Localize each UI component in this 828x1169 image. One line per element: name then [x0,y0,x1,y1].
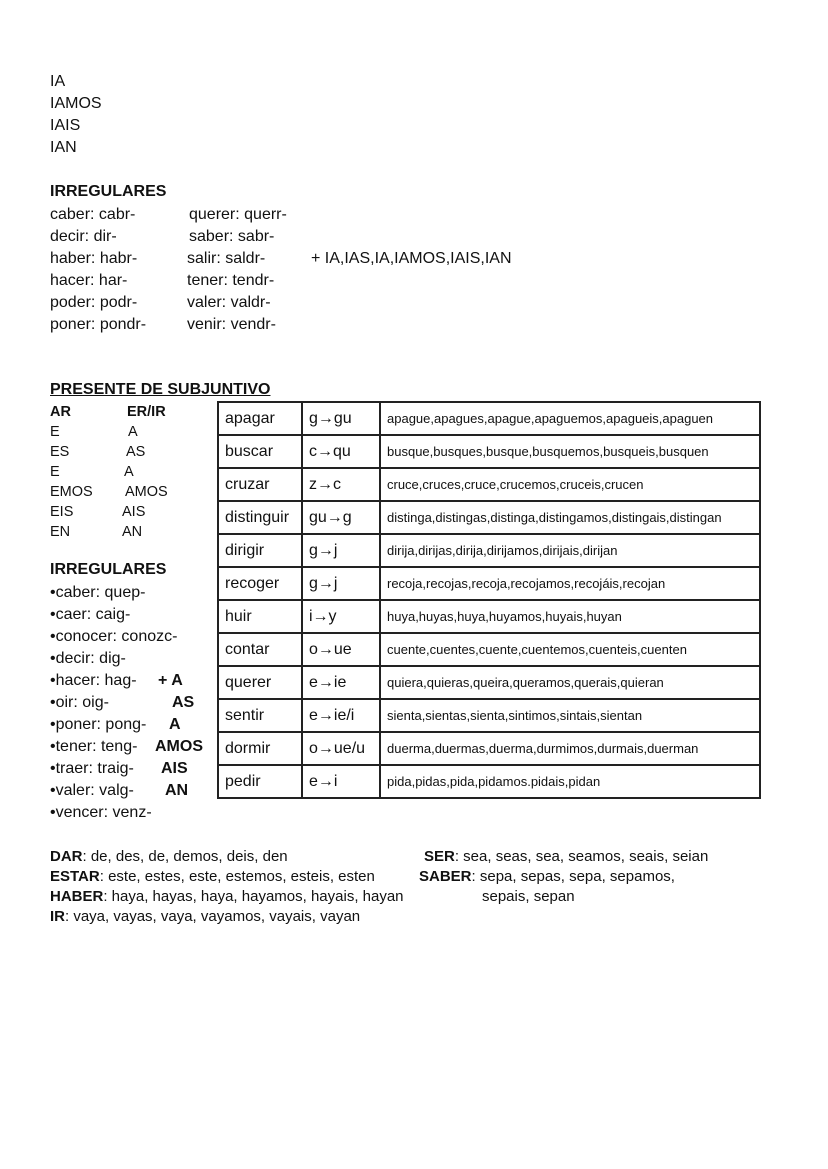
verb-cell: recoger [218,567,302,600]
irregulares-heading: IRREGULARES [50,183,167,200]
forms-cell: pida,pidas,pida,pidamos.pidais,pidan [380,765,760,798]
dar-line [50,849,288,864]
verb-cell: cruzar [218,468,302,501]
forms-cell: sienta,sientas,sienta,sintimos,sintais,sientan [380,699,760,732]
erir-ending: A [128,424,138,440]
verb-cell: sentir [218,699,302,732]
ar-ending: EN [50,524,71,540]
dar-forms: : de, des, de, demos, deis, den [82,848,288,865]
ar-ending: E [50,424,60,440]
ending-ian: IAN [50,139,77,156]
plus-ending: AN [165,782,189,799]
ser-label: SER [424,848,455,865]
verb-cell: huir [218,600,302,633]
subj-irreg-item: •caber: quep- [50,584,146,601]
change-cell: e→ie [302,666,380,699]
plus-ending: + A [158,672,183,689]
verb-cell: apagar [218,402,302,435]
ending-iais: IAIS [50,117,81,134]
subj-irreg-item: •conocer: conozc- [50,628,178,645]
subj-irreg-item: •hacer: hag- [50,672,137,689]
subjunctive-heading: PRESENTE DE SUBJUNTIVO [50,381,271,398]
irreg-cond-item: poder: podr- [50,294,138,311]
change-cell: z→c [302,468,380,501]
erir-ending: AIS [122,504,146,520]
table-row [218,732,760,765]
haber-label: HABER [50,888,104,905]
subj-irreg-item: •traer: traig- [50,760,134,777]
irreg-cond-item: haber: habr- [50,250,138,267]
plus-ending: A [169,716,181,733]
irreg-cond-item: salir: saldr- [187,250,266,267]
change-cell: c→qu [302,435,380,468]
irreg-cond-item: poner: pondr- [50,316,147,333]
ir-forms: : vaya, vayas, vaya, vayamos, vayais, vayan [65,908,361,925]
ending-ia: IA [50,73,66,90]
plus-ending: AS [172,694,195,711]
forms-cell: apague,apagues,apague,apaguemos,apagueis,apaguen [380,402,760,435]
estar-forms: : este, estes, este, estemos, esteis, esten [99,868,375,885]
forms-cell: huya,huyas,huya,huyamos,huyais,huyan [380,600,760,633]
change-cell: i→y [302,600,380,633]
verb-cell: querer [218,666,302,699]
forms-cell: cuente,cuentes,cuente,cuentemos,cuenteis,cuenten [380,633,760,666]
stem-change-table [217,401,761,799]
ir-line [50,909,360,924]
change-cell: o→ue/u [302,732,380,765]
change-cell: o→ue [302,633,380,666]
erir-ending: AN [122,524,143,540]
table-row [218,435,760,468]
estar-label: ESTAR [50,868,100,885]
subj-irreg-item: •oir: oig- [50,694,109,711]
table-row [218,534,760,567]
ar-ending: EIS [50,504,74,520]
change-cell: g→gu [302,402,380,435]
table-row [218,765,760,798]
irreg-cond-item: querer: querr- [189,206,287,223]
verb-cell: distinguir [218,501,302,534]
ser-forms: : sea, seas, sea, seamos, seais, seian [454,848,709,865]
ar-ending: E [50,464,60,480]
forms-cell: duerma,duermas,duerma,durmimos,durmais,duerman [380,732,760,765]
subj-irreg-item: •caer: caig- [50,606,131,623]
erir-ending: A [124,464,134,480]
erir-header: ER/IR [127,404,166,420]
haber-line [50,889,404,904]
dar-label: DAR [50,848,83,865]
forms-cell: dirija,dirijas,dirija,dirijamos,dirijais,dirijan [380,534,760,567]
erir-ending: AS [126,444,146,460]
subj-irregulares-heading: IRREGULARES [50,561,167,578]
erir-ending: AMOS [125,484,168,500]
verb-cell: pedir [218,765,302,798]
verb-cell: dirigir [218,534,302,567]
plus-ending: AIS [161,760,188,777]
change-cell: g→j [302,567,380,600]
change-cell: g→j [302,534,380,567]
forms-cell: distinga,distingas,distinga,distingamos,distingais,distingan [380,501,760,534]
ending-iamos: IAMOS [50,95,102,112]
subj-irreg-item: •vencer: venz- [50,804,152,821]
conditional-endings: + IA,IAS,IA,IAMOS,IAIS,IAN [311,250,512,267]
irreg-cond-item: valer: valdr- [187,294,271,311]
forms-cell: busque,busques,busque,busquemos,busqueis,busquen [380,435,760,468]
forms-cell: recoja,recojas,recoja,recojamos,recojáis,recojan [380,567,760,600]
table-row [218,567,760,600]
subj-irreg-item: •poner: pong- [50,716,147,733]
subj-irreg-item: •tener: teng- [50,738,138,755]
irreg-cond-item: decir: dir- [50,228,117,245]
change-cell: e→ie/i [302,699,380,732]
irreg-cond-item: hacer: har- [50,272,128,289]
ser-line [424,849,708,864]
estar-line [50,869,375,884]
saber-label: SABER [419,868,472,885]
forms-cell: quiera,quieras,queira,queramos,querais,quieran [380,666,760,699]
table-row [218,633,760,666]
table-row [218,468,760,501]
verb-cell: contar [218,633,302,666]
change-cell: gu→g [302,501,380,534]
haber-forms: : haya, hayas, haya, hayamos, hayais, hayan [103,888,404,905]
saber-forms: : sepa, sepas, sepa, sepamos, [471,868,675,885]
ar-header: AR [50,404,71,420]
subj-irreg-item: •decir: dig- [50,650,126,667]
irreg-cond-item: saber: sabr- [189,228,275,245]
saber-line [419,869,675,884]
irreg-cond-item: caber: cabr- [50,206,136,223]
ar-ending: EMOS [50,484,93,500]
table-row [218,600,760,633]
saber-line-2: sepais, sepan [482,888,575,905]
plus-ending: AMOS [155,738,203,755]
change-cell: e→i [302,765,380,798]
forms-cell: cruce,cruces,cruce,crucemos,cruceis,crucen [380,468,760,501]
ar-ending: ES [50,444,70,460]
table-row [218,402,760,435]
table-row [218,699,760,732]
table-row [218,666,760,699]
ir-label: IR [50,908,65,925]
verb-cell: buscar [218,435,302,468]
subj-irreg-item: •valer: valg- [50,782,134,799]
table-row [218,501,760,534]
irreg-cond-item: venir: vendr- [187,316,276,333]
verb-cell: dormir [218,732,302,765]
irreg-cond-item: tener: tendr- [187,272,275,289]
